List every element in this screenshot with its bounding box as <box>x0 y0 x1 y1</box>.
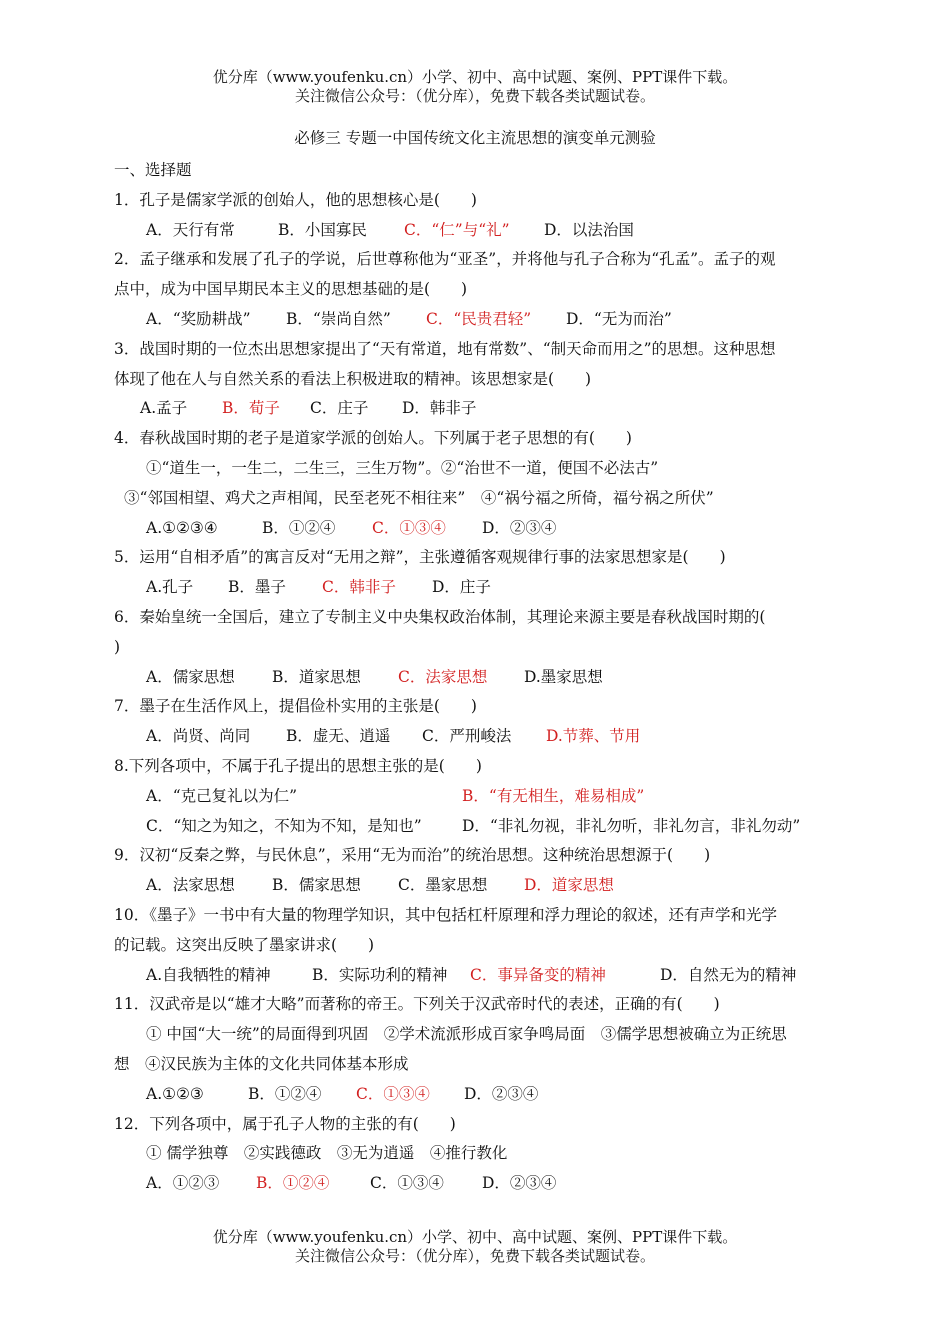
option-b: B．虚无、逍遥 <box>286 727 391 746</box>
page-header <box>0 68 950 106</box>
question-4-stem: 4．春秋战国时期的老子是道家学派的创始人。下列属于老子思想的有( ) <box>114 429 632 448</box>
page-title: 必修三 专题一中国传统文化主流思想的演变单元测验 <box>294 129 656 147</box>
option-a: A．“克己复礼以为仁” <box>146 786 298 805</box>
option-b-answer: B．荀子 <box>222 399 280 418</box>
option-d: D．②③④ <box>482 518 557 537</box>
question-9-options <box>114 871 842 901</box>
question-1-stem: 1．孔子是儒家学派的创始人，他的思想核心是( ) <box>114 190 477 209</box>
question-6-stem-line-1: 6．秦始皇统一全国后，建立了专制主义中央集权政治体制，其理论来源主要是春秋战国时期的( <box>114 607 766 626</box>
question-10-stem-line-1: 10．《墨子》一书中有大量的物理学知识，其中包括杠杆原理和浮力理论的叙述，还有声学和光学 <box>114 905 777 924</box>
question-11-statements-2: 想 ④汉民族为主体的文化共同体基本形成 <box>114 1054 409 1073</box>
option-a: A．①②③ <box>146 1174 220 1193</box>
question-8-stem: 8.下列各项中，不属于孔子提出的思想主张的是( ) <box>114 756 482 775</box>
question-3-options <box>114 394 842 424</box>
question-8-options-row-2 <box>114 812 842 842</box>
question-2-stem-line-2: 点中，成为中国早期民本主义的思想基础的是( ) <box>114 280 468 299</box>
option-d-answer: D．道家思想 <box>524 876 614 895</box>
question-4-statements-1: ①“道生一，一生二，二生三，三生万物”。②“治世不一道，便国不必法古” <box>146 458 659 477</box>
question-list <box>114 156 842 1199</box>
option-a: A.自我牺牲的精神 <box>146 965 271 984</box>
option-d: D．“无为而治” <box>566 309 672 328</box>
option-c-answer: C．①③④ <box>356 1084 430 1103</box>
option-a: A．“奖励耕战” <box>146 309 251 328</box>
option-a: A.①②③④ <box>146 518 218 537</box>
question-5-stem: 5．运用“自相矛盾”的寓言反对“无用之辩”，主张遵循客观规律行事的法家思想家是( ) <box>114 548 726 567</box>
option-b: B．儒家思想 <box>272 876 361 895</box>
question-7-options <box>114 722 842 752</box>
option-c: C．“知之为知之，不知为不知，是知也” <box>146 816 422 835</box>
question-10-options <box>114 961 842 991</box>
option-b: B．“崇尚自然” <box>286 309 391 328</box>
question-10-stem-line-2: 的记载。这突出反映了墨家讲求( ) <box>114 935 375 954</box>
option-a: A．法家思想 <box>146 876 235 895</box>
option-d: D．自然无为的精神 <box>660 965 797 984</box>
option-b: B．①②④ <box>262 518 336 537</box>
option-c: C．墨家思想 <box>398 876 488 895</box>
option-b: B．小国寡民 <box>278 220 367 239</box>
question-6-options <box>114 663 842 693</box>
question-9-stem: 9．汉初“反秦之弊，与民休息”，采用“无为而治”的统治思想。这种统治思想源于( ) <box>114 846 711 865</box>
option-b: B．①②④ <box>248 1084 322 1103</box>
footer-line-1: 优分库（www.youfenku.cn）小学、初中、高中试题、案例、PPT课件下载。 <box>212 1228 738 1246</box>
option-c: C．严刑峻法 <box>422 727 512 746</box>
option-c-answer: C．法家思想 <box>398 667 488 686</box>
question-6-stem-line-2: ) <box>114 637 121 656</box>
option-c-answer: C．事异备变的精神 <box>470 965 606 984</box>
question-2-options <box>114 305 842 335</box>
footer-line-2: 关注微信公众号：（优分库），免费下载各类试题试卷。 <box>294 1247 655 1265</box>
header-line-2: 关注微信公众号：（优分库），免费下载各类试题试卷。 <box>294 87 655 105</box>
question-7-stem: 7．墨子在生活作风上，提倡俭朴实用的主张是( ) <box>114 697 477 716</box>
option-c-answer: C．“仁”与“礼” <box>404 220 510 239</box>
question-11-stem: 11．汉武帝是以“雄才大略”而著称的帝王。下列关于汉武帝时代的表述，正确的有( ) <box>114 995 720 1014</box>
question-8-options-row-1 <box>114 782 842 812</box>
question-4-options <box>114 514 842 544</box>
question-12-options <box>114 1169 842 1199</box>
question-4-statements-2: ③“邻国相望、鸡犬之声相闻，民至老死不相往来” ④“祸兮福之所倚，福兮祸之所伏” <box>124 488 714 507</box>
question-1-options <box>114 216 842 246</box>
option-d: D．以法治国 <box>544 220 634 239</box>
option-a: A.孔子 <box>146 578 194 597</box>
question-3-stem-line-1: 3．战国时期的一位杰出思想家提出了“天有常道，地有常数”、“制天命而用之”的思想。这种思想 <box>114 339 776 358</box>
option-d: D．②③④ <box>482 1174 557 1193</box>
option-a: A．尚贤、尚同 <box>146 727 251 746</box>
option-d: D．韩非子 <box>402 399 477 418</box>
option-d: D．“非礼勿视，非礼勿听，非礼勿言，非礼勿动” <box>462 816 801 835</box>
question-2-stem-line-1: 2．孟子继承和发展了孔子的学说，后世尊称他为“亚圣”，并将他与孔子合称为“孔孟”。孟子的观 <box>114 250 776 269</box>
question-12-statements: ① 儒学独尊 ②实践德政 ③无为逍遥 ④推行教化 <box>146 1144 508 1163</box>
header-line-1: 优分库（www.youfenku.cn）小学、初中、高中试题、案例、PPT课件下载。 <box>212 68 738 86</box>
option-c-answer: C．“民贵君轻” <box>426 309 532 328</box>
option-d: D．庄子 <box>432 578 491 597</box>
option-d: D.墨家思想 <box>524 667 603 686</box>
question-5-options <box>114 573 842 603</box>
question-12-stem: 12．下列各项中，属于孔子人物的主张的有( ) <box>114 1114 456 1133</box>
option-a: A．儒家思想 <box>146 667 235 686</box>
option-a: A．天行有常 <box>146 220 235 239</box>
option-b-answer: B．“有无相生，难易相成” <box>462 786 645 805</box>
question-3-stem-line-2: 体现了他在人与自然关系的看法上积极进取的精神。该思想家是( ) <box>114 369 592 388</box>
page-footer <box>0 1228 950 1266</box>
option-d: D．②③④ <box>464 1084 539 1103</box>
option-c: C．①③④ <box>370 1174 444 1193</box>
option-b: B．道家思想 <box>272 667 361 686</box>
question-11-statements-1: ① 中国“大一统”的局面得到巩固 ②学术流派形成百家争鸣局面 ③儒学思想被确立为正统思 <box>146 1025 787 1044</box>
option-b: B．墨子 <box>228 578 286 597</box>
option-d-answer: D.节葬、节用 <box>546 727 641 746</box>
question-11-options <box>114 1080 842 1110</box>
option-a: A.①②③ <box>146 1084 204 1103</box>
section-heading: 一、选择题 <box>114 161 192 179</box>
option-b: B．实际功利的精神 <box>312 965 448 984</box>
option-b-answer: B．①②④ <box>256 1174 330 1193</box>
option-c-answer: C．①③④ <box>372 518 446 537</box>
option-c-answer: C．韩非子 <box>322 578 396 597</box>
option-c: C．庄子 <box>310 399 369 418</box>
option-a: A.孟子 <box>140 399 188 418</box>
